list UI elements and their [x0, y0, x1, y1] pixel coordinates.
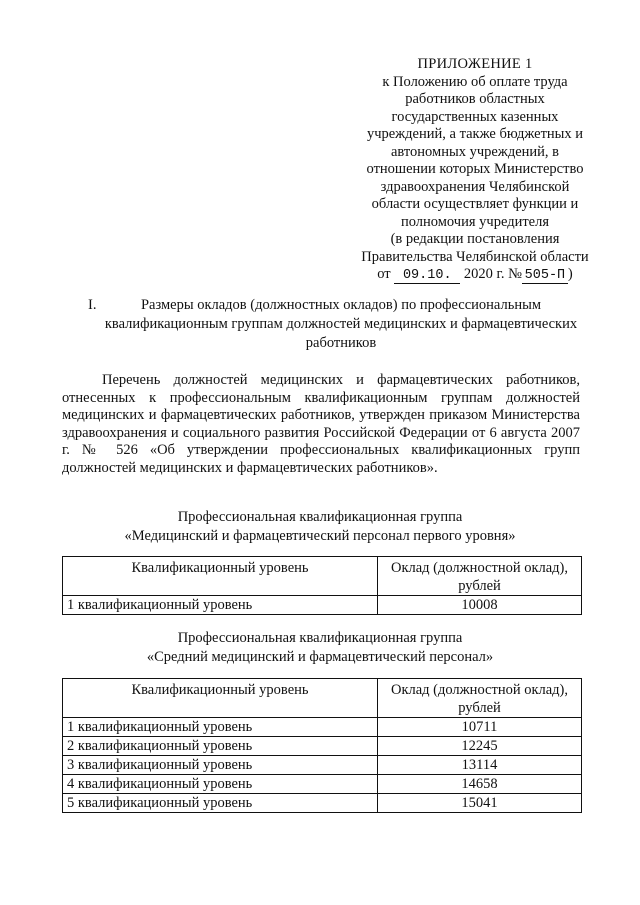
appendix-header: [330, 56, 620, 284]
level-cell: 5 квалификационный уровень: [63, 794, 378, 813]
header-line: учреждений, а также бюджетных и: [366, 126, 584, 142]
resolution-date-line: [330, 266, 620, 284]
group1-heading: [40, 508, 600, 546]
table-row: [63, 718, 582, 737]
date-value: 09.10.: [394, 268, 460, 284]
closing-paren: ): [567, 266, 573, 282]
group2-salary-table: [62, 678, 582, 813]
column-header-level: Квалификационный уровень: [63, 679, 378, 718]
table-row: [63, 596, 582, 615]
salary-cell: 10008: [378, 596, 582, 615]
group2-line2: «Средний медицинский и фармацевтический персонал»: [146, 649, 494, 665]
intro-paragraph: Перечень должностей медицинских и фармацевтических работников, отнесенных к профессиональным квалификационным группам должностей медицинских и фармацевтических работников, утвержден приказом Министерства здравоохранения и социального развития Российской Федерации от 6 августа 2007 г. № 526 «Об утверждении профессиональных квалификационных групп должностей медицинских и фармацевтических работников».: [62, 372, 580, 476]
salary-cell: 13114: [378, 756, 582, 775]
section-title: Размеры окладов (должностных окладов) по профессиональным квалификационным группам должностей медицинских и фармацевтических работников: [104, 297, 578, 351]
table-row: [63, 737, 582, 756]
table-header-row: [63, 679, 582, 718]
header-line: автономных учреждений, в: [390, 143, 560, 160]
group1-line1: Профессиональная квалификационная группа: [177, 509, 463, 525]
appendix-title: ПРИЛОЖЕНИЕ 1: [417, 56, 533, 72]
salary-cell: 15041: [378, 794, 582, 813]
group1-salary-table: [62, 556, 582, 615]
table-row: [63, 775, 582, 794]
header-line: отношении которых Министерство: [366, 161, 584, 177]
header-line: здравоохранения Челябинской: [380, 178, 570, 195]
level-cell: 1 квалификационный уровень: [63, 718, 378, 737]
date-prefix: от: [377, 266, 391, 282]
level-cell: 1 квалификационный уровень: [63, 596, 378, 615]
section-heading: [58, 296, 588, 353]
header-line: полномочия учредителя: [400, 213, 550, 230]
year-text: 2020 г. №: [463, 266, 522, 282]
header-line: государственных казенных: [391, 108, 559, 125]
header-line: (в редакции постановления: [390, 231, 560, 247]
level-cell: 4 квалификационный уровень: [63, 775, 378, 794]
header-line: Правительства Челябинской области: [361, 248, 589, 265]
salary-cell: 14658: [378, 775, 582, 794]
table-row: [63, 756, 582, 775]
header-line: работников областных: [405, 91, 545, 107]
column-header-salary: Оклад (должностной оклад), рублей: [378, 679, 582, 718]
header-line: области осуществляет функции и: [371, 196, 579, 212]
table-header-row: [63, 557, 582, 596]
group1-line2: «Медицинский и фармацевтический персонал первого уровня»: [124, 528, 516, 544]
section-number: I.: [88, 297, 97, 313]
salary-cell: 12245: [378, 737, 582, 756]
group2-line1: Профессиональная квалификационная группа: [177, 630, 463, 646]
level-cell: 3 квалификационный уровень: [63, 756, 378, 775]
level-cell: 2 квалификационный уровень: [63, 737, 378, 756]
resolution-number: 505-П: [522, 268, 568, 284]
group2-heading: [40, 629, 600, 667]
column-header-level: Квалификационный уровень: [63, 557, 378, 596]
column-header-salary: Оклад (должностной оклад), рублей: [378, 557, 582, 596]
salary-cell: 10711: [378, 718, 582, 737]
table-row: [63, 794, 582, 813]
header-line: к Положению об оплате труда: [382, 73, 568, 90]
